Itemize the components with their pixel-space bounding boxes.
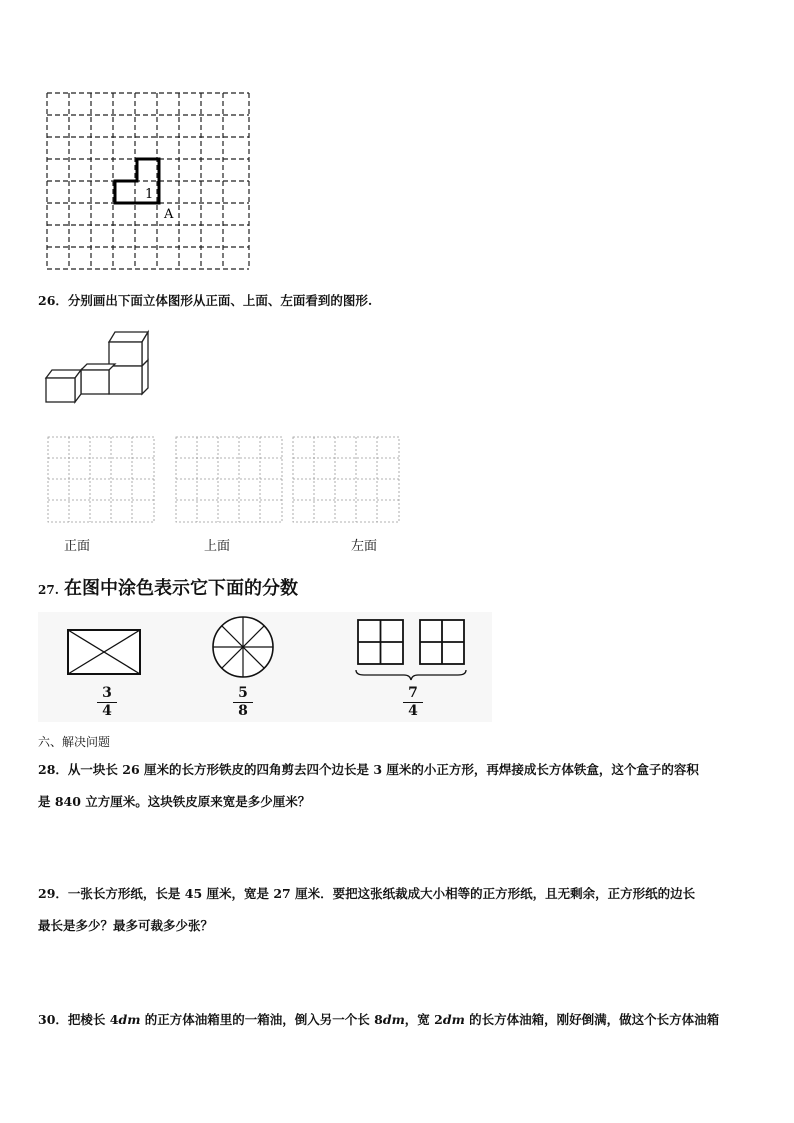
q30-unit2: dm — [382, 1012, 405, 1027]
front-view-grid[interactable] — [47, 436, 157, 524]
fraction-numerator: 7 — [408, 685, 418, 701]
q30-unit3: dm — [442, 1012, 465, 1027]
q30-unit1: dm — [118, 1012, 141, 1027]
q30-part2: 的正方体油箱里的一箱油，倒入另一个长 8 — [140, 1012, 383, 1027]
section-six-title: 六、解决问题 — [38, 735, 111, 749]
fraction-numerator: 3 — [102, 685, 112, 701]
front-view-label: 正面 — [64, 539, 91, 554]
left-view-label: 左面 — [351, 539, 378, 554]
fraction-5-8 — [233, 686, 253, 719]
q27-number: 27. — [38, 583, 59, 597]
q30-part1: 30．把棱长 4 — [38, 1012, 119, 1027]
q30-part4: 的长方体油箱，刚好倒满，做这个长方体油箱 — [464, 1012, 720, 1027]
fraction-denominator: 8 — [238, 703, 248, 719]
fraction-numerator: 5 — [238, 685, 248, 701]
q30-line1 — [38, 1010, 719, 1028]
left-view-grid[interactable] — [292, 436, 402, 524]
q29-line2: 最长是多少？最多可裁多少张？ — [38, 918, 214, 933]
q29-line1: 29．一张长方形纸，长是 45 厘米，宽是 27 厘米．要把这张纸裁成大小相等的正方形纸，且无剩余，正方形纸的边长 — [38, 886, 696, 901]
fraction-denominator: 4 — [102, 703, 112, 719]
q25-grid-figure — [44, 90, 254, 272]
circle-figure[interactable] — [210, 614, 276, 680]
q28-line1: 28．从一块长 26 厘米的长方形铁皮的四角剪去四个边长是 3 厘米的小正方形，再焊接成长方体铁盒，这个盒子的容积 — [38, 762, 699, 777]
fraction-7-4 — [403, 686, 423, 719]
q26-text: 26．分别画出下面立体图形从正面、上面、左面看到的图形. — [38, 293, 373, 308]
q26-cube-figure — [42, 328, 150, 408]
top-view-label: 上面 — [204, 539, 231, 554]
q27-heading — [38, 574, 298, 600]
brace — [356, 670, 466, 680]
fraction-denominator: 4 — [408, 703, 418, 719]
fraction-3-4 — [97, 686, 117, 719]
cell-label: 1 — [145, 187, 154, 202]
point-label-a: A — [164, 207, 174, 222]
squares-figure[interactable] — [352, 614, 472, 682]
top-view-grid[interactable] — [175, 436, 285, 524]
q28-line2: 是 840 立方厘米。这块铁皮原来宽是多少厘米？ — [38, 794, 311, 809]
q27-text: 在图中涂色表示它下面的分数 — [63, 578, 298, 599]
q30-part3: ，宽 2 — [404, 1012, 443, 1027]
rectangle-figure[interactable] — [66, 628, 142, 676]
